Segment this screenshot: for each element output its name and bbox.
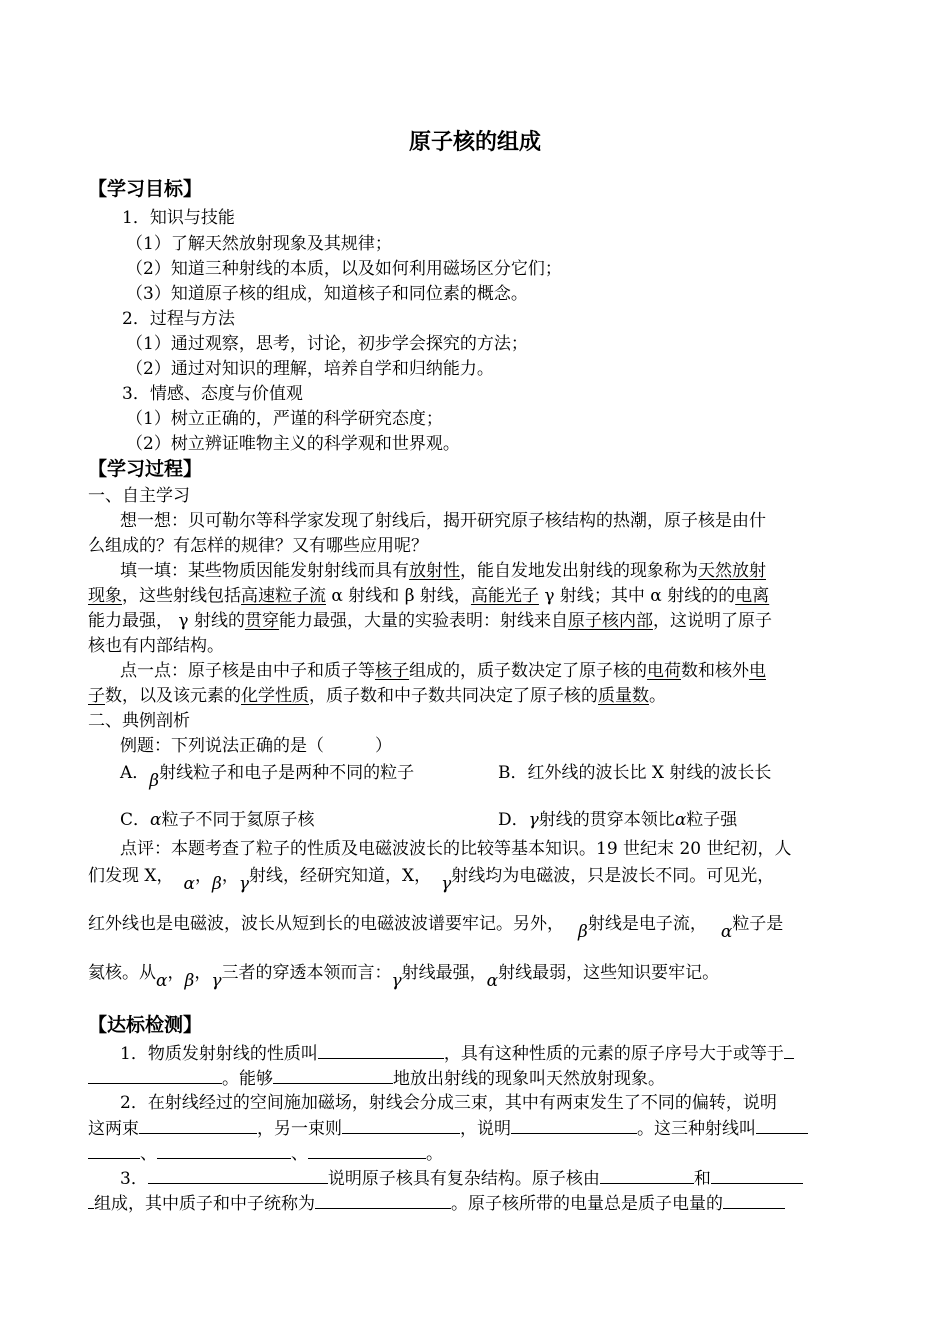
answer-blank[interactable] bbox=[308, 1141, 426, 1159]
paragraph-line: 氦核。从α，β，γ三者的穿透本领而言：γ射线最强，α射线最弱，这些知识要牢记。 bbox=[88, 963, 720, 991]
answer-blank[interactable] bbox=[784, 1041, 794, 1059]
goal-process-heading: 2．过程与方法 bbox=[122, 309, 235, 329]
answer-underline: 贯穿 bbox=[244, 611, 279, 631]
paragraph-line: 红外线也是电磁波，波长从短到长的电磁波波谱要牢记。另外， β射线是电子流， α粒子是 bbox=[88, 914, 784, 942]
answer-blank[interactable] bbox=[139, 1116, 257, 1134]
answer-blank[interactable] bbox=[318, 1041, 444, 1059]
alpha-symbol: α bbox=[183, 874, 195, 894]
alpha-symbol: α bbox=[156, 971, 168, 991]
goal-item: （1）树立正确的，严谨的科学研究态度； bbox=[126, 409, 443, 429]
alpha-symbol: α bbox=[674, 810, 687, 830]
answer-blank[interactable] bbox=[157, 1141, 291, 1159]
beta-symbol: β bbox=[212, 874, 222, 894]
answer-underline: 化学性质 bbox=[241, 686, 309, 706]
gamma-symbol: γ bbox=[528, 810, 539, 830]
option-d: D．γ射线的贯穿本领比α粒子强 bbox=[498, 810, 738, 830]
option-a: A．β射线粒子和电子是两种不同的粒子 bbox=[120, 763, 415, 791]
answer-blank[interactable] bbox=[342, 1116, 460, 1134]
goal-attitude-heading: 3．情感、态度与价值观 bbox=[122, 384, 303, 404]
answer-blank[interactable] bbox=[756, 1116, 808, 1134]
answer-blank[interactable] bbox=[711, 1166, 803, 1184]
answer-underline: 高速粒子流 bbox=[241, 586, 326, 606]
beta-symbol: β bbox=[578, 922, 588, 942]
option-c: C．α粒子不同于氦原子核 bbox=[120, 810, 315, 830]
answer-blank[interactable] bbox=[511, 1116, 637, 1134]
answer-blank[interactable] bbox=[600, 1166, 694, 1184]
goal-item: （2）树立辨证唯物主义的科学观和世界观。 bbox=[126, 434, 460, 454]
paragraph-line: 么组成的？有怎样的规律？又有哪些应用呢？ bbox=[88, 536, 428, 556]
paragraph-line: 填一填：某些物质因能发射射线而具有放射性，能自发地发出射线的现象称为天然放射 bbox=[120, 561, 766, 581]
alpha-symbol: α bbox=[720, 922, 733, 942]
goal-item: （2）知道三种射线的本质，以及如何利用磁场区分它们； bbox=[126, 259, 562, 279]
paragraph-line: 点评：本题考查了粒子的性质及电磁波波长的比较等基本知识。19 世纪末 20 世纪初，人 bbox=[120, 839, 792, 859]
section-heading-process: 【学习过程】 bbox=[88, 458, 203, 480]
answer-blank[interactable] bbox=[88, 1066, 222, 1084]
answer-underline: 天然放射 bbox=[698, 561, 766, 581]
test-question-1: 1．物质发射射线的性质叫 ，具有这种性质的元素的原子序号大于或等于 bbox=[120, 1041, 794, 1067]
goal-knowledge-heading: 1．知识与技能 bbox=[122, 208, 235, 228]
goal-item: （3）知道原子核的组成，知道核子和同位素的概念。 bbox=[126, 284, 528, 304]
answer-underline: 电荷 bbox=[647, 661, 681, 681]
answer-underline: 核子 bbox=[375, 661, 409, 681]
answer-underline: 原子核内部 bbox=[567, 611, 653, 631]
gamma-symbol: γ bbox=[238, 874, 249, 894]
answer-blank[interactable] bbox=[273, 1066, 393, 1084]
section-heading-test: 【达标检测】 bbox=[88, 1014, 203, 1036]
paragraph-line: 们发现 X， α，β，γ射线，经研究知道，X， γ射线均为电磁波，只是波长不同。可见光， bbox=[88, 866, 775, 894]
answer-underline: 子 bbox=[88, 686, 105, 706]
test-question-2-cont: 、 、 。 bbox=[88, 1141, 443, 1167]
option-b: B．红外线的波长比 X 射线的波长长 bbox=[498, 763, 772, 783]
paragraph-line: 能力最强， γ 射线的贯穿能力最强，大量的实验表明：射线来自原子核内部，这说明了原子 bbox=[88, 611, 772, 631]
answer-underline: 电离 bbox=[735, 586, 770, 606]
paragraph-line: 现象，这些射线包括高速粒子流 α 射线和 β 射线，高能光子 γ 射线；其中 α 射线的的电离 bbox=[88, 586, 770, 606]
subsection-examples: 二、典例剖析 bbox=[88, 711, 190, 731]
paragraph-line: 想一想：贝可勒尔等科学家发现了射线后，揭开研究原子核结构的热潮，原子核是由什 bbox=[120, 511, 766, 531]
alpha-symbol: α bbox=[486, 971, 499, 991]
gamma-symbol: γ bbox=[391, 971, 402, 991]
example-question: 例题：下列说法正确的是（ ） bbox=[120, 736, 392, 756]
answer-underline: 放射性 bbox=[409, 561, 460, 581]
beta-symbol: β bbox=[149, 771, 160, 791]
answer-blank[interactable] bbox=[148, 1166, 328, 1184]
test-question-2-cont: 这两束 ，另一束则 ，说明 。这三种射线叫 bbox=[88, 1116, 808, 1142]
answer-underline: 高能光子 bbox=[470, 586, 539, 606]
paragraph-line: 子数，以及该元素的化学性质，质子数和中子数共同决定了原子核的质量数。 bbox=[88, 686, 666, 706]
subsection-self-study: 一、自主学习 bbox=[88, 486, 190, 506]
answer-blank[interactable] bbox=[315, 1191, 451, 1209]
answer-blank[interactable] bbox=[723, 1191, 785, 1209]
test-question-1-cont: 。能够 地放出射线的现象叫天然放射现象。 bbox=[88, 1066, 665, 1092]
page-title: 原子核的组成 bbox=[408, 130, 541, 155]
gamma-symbol: γ bbox=[441, 874, 452, 894]
gamma-symbol: γ bbox=[211, 971, 222, 991]
test-question-2: 2．在射线经过的空间施加磁场，射线会分成三束，其中有两束发生了不同的偏转，说明 bbox=[120, 1093, 777, 1113]
alpha-symbol: α bbox=[150, 810, 162, 830]
goal-item: （1）了解天然放射现象及其规律； bbox=[126, 234, 392, 254]
goal-item: （1）通过观察，思考，讨论，初步学会探究的方法； bbox=[126, 334, 528, 354]
test-question-3-cont: 组成，其中质子和中子统称为 。原子核所带的电量总是质子电量的 bbox=[88, 1191, 785, 1217]
answer-blank[interactable] bbox=[88, 1141, 140, 1159]
test-question-3: 3． 说明原子核具有复杂结构。原子核由 和 bbox=[120, 1166, 803, 1192]
answer-underline: 质量数 bbox=[598, 686, 649, 706]
paragraph-line: 点一点：原子核是由中子和质子等核子组成的，质子数决定了原子核的电荷数和核外电 bbox=[120, 661, 766, 681]
answer-underline: 电 bbox=[749, 661, 766, 681]
section-heading-goals: 【学习目标】 bbox=[88, 178, 203, 200]
goal-item: （2）通过对知识的理解，培养自学和归纳能力。 bbox=[126, 359, 494, 379]
beta-symbol: β bbox=[184, 971, 195, 991]
answer-underline: 现象 bbox=[88, 586, 122, 606]
paragraph-line: 核也有内部结构。 bbox=[88, 636, 224, 656]
